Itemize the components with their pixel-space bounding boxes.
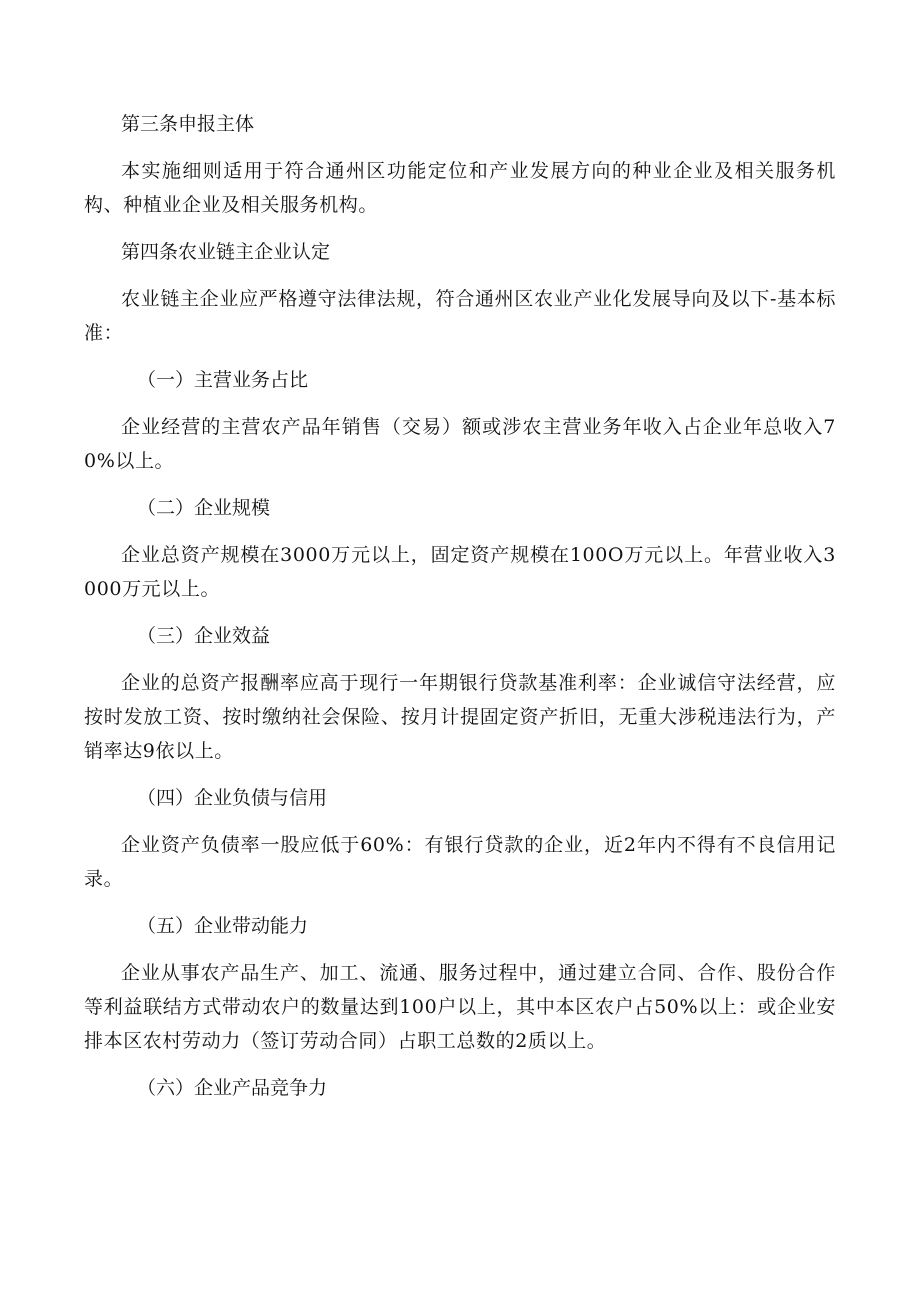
item-heading-3: （三）企业效益 [137, 625, 271, 647]
item-body-1: 企业经营的主营农产品年销售（交易）额或涉农主营业务年收入占企业年总收入70%以上。 [84, 416, 836, 472]
article3-body: 本实施细则适用于符合通州区功能定位和产业发展方向的种业企业及相关服务机构、种植业企业及相关服务机构。 [84, 160, 836, 216]
item-heading-4: （四）企业负债与信用 [137, 787, 328, 809]
item-body-5: 企业从事农产品生产、加工、流通、服务过程中，通过建立合同、合作、股份合作等利益联结方式带动农户的数量达到100户以上，其中本区农户占50%以上：或企业安排本区农村劳动力（签订劳动合同）占职工总数的2质以上。 [84, 962, 836, 1052]
item-heading-5: （五）企业带动能力 [137, 915, 309, 937]
item-heading-1: （一）主营业务占比 [137, 369, 309, 391]
article4-intro: 农业链主企业应严格遵守法律法规，符合通州区农业产业化发展导向及以下-基本标准： [84, 288, 836, 344]
item-body-4: 企业资产负债率一股应低于60%：有银行贷款的企业，近2年内不得有不良信用记录。 [84, 834, 836, 890]
item-body-3: 企业的总资产报酬率应高于现行一年期银行贷款基准利率：企业诚信守法经营，应按时发放工资、按时缴纳社会保险、按月计提固定资产折旧，无重大涉税违法行为，产销率达9依以上。 [84, 672, 836, 762]
article3-heading: 第三条申报主体 [121, 113, 255, 135]
item-heading-6: （六）企业产品竞争力 [137, 1077, 328, 1099]
item-body-2: 企业总资产规模在3000万元以上，固定资产规模在100O万元以上。年营业收入3000万元以上。 [84, 544, 836, 600]
article4-heading: 第四条农业链主企业认定 [121, 241, 331, 263]
item-heading-2: （二）企业规模 [137, 497, 271, 519]
